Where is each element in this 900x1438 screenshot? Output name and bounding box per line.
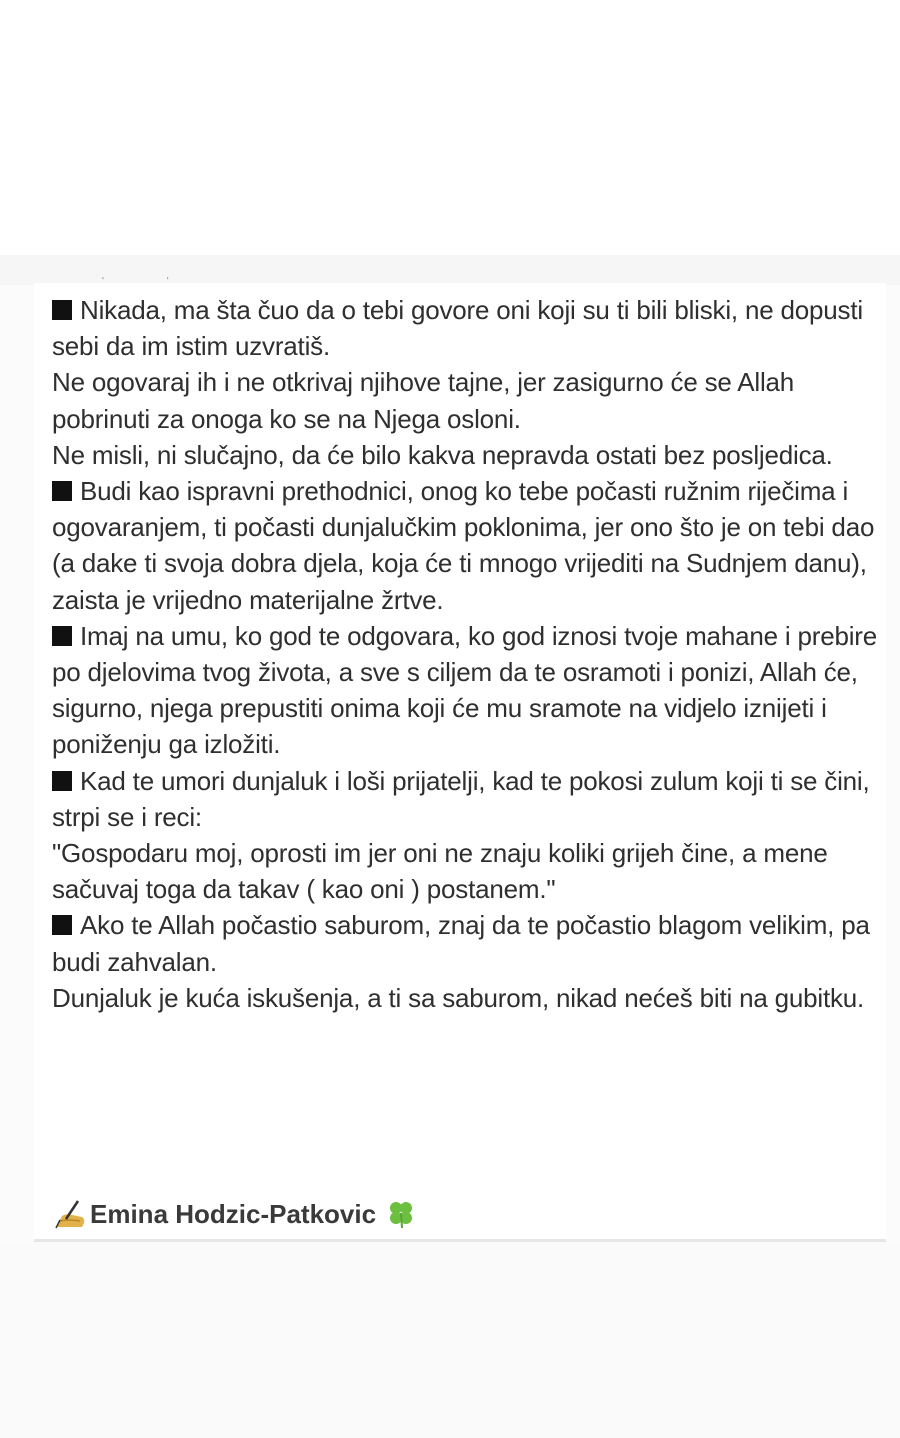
paragraph-9: Dunjaluk je kuća iskušenja, a ti sa saburom, nikad nećeš biti na gubitku. <box>52 982 865 1013</box>
paragraph-4: Budi kao ispravni prethodnici, onog ko tebe počasti ružnim riječima i ogovaranjem, ti počasti dunjalučkim poklonima, jer ono što je on tebi dao (a dake ti svoja dobra djela, koja će ti mnogo vrijediti na Sudnjem danu), zaista je vrijedno materijalne žrtve. <box>52 476 875 615</box>
post-body <box>52 292 882 1016</box>
paragraph-6: Kad te umori dunjaluk i loši prijatelji, kad te pokosi zulum koji ti se čini, strpi se i reci: <box>52 765 870 832</box>
writing-hand-icon <box>52 1199 88 1229</box>
blank-bottom-area <box>0 1242 900 1438</box>
black-square-bullet-icon <box>52 771 72 791</box>
paragraph-1: Nikada, ma šta čuo da o tebi govore oni koji su ti bili bliski, ne dopusti sebi da im istim uzvratiš. <box>52 295 863 362</box>
black-square-bullet-icon <box>52 915 72 935</box>
paragraph-8: Ako te Allah počastio saburom, znaj da te počastio blagom velikim, pa budi zahvalan. <box>52 910 870 977</box>
truncated-text-marks: ' ' <box>102 276 199 287</box>
black-square-bullet-icon <box>52 300 72 320</box>
paragraph-5: Imaj na umu, ko god te odgovara, ko god iznosi tvoje mahane i prebire po djelovima tvog života, a sve s ciljem da te osramoti i ponizi, Allah će, sigurno, njega prepustiti onima koji će mu sramote na vidjelo iznijeti i poniženju ga izložiti. <box>52 620 878 760</box>
paragraph-3: Ne misli, ni slučajno, da će bilo kakva nepravda ostati bez posljedica. <box>52 439 833 470</box>
four-leaf-clover-icon <box>386 1199 416 1229</box>
author-name: Emina Hodzic-Patkovic <box>90 1199 377 1229</box>
paragraph-7-quote: "Gospodaru moj, oprosti im jer oni ne znaju koliki grijeh čine, a mene sačuvaj toga da takav ( kao oni ) postanem." <box>52 838 828 905</box>
signature <box>52 1196 416 1232</box>
black-square-bullet-icon <box>52 481 72 501</box>
paragraph-2: Ne ogovaraj ih i ne otkrivaj njihove tajne, jer zasigurno će se Allah pobrinuti za onoga ko se na Njega osloni. <box>52 367 795 434</box>
black-square-bullet-icon <box>52 626 72 646</box>
blank-top-area <box>0 0 900 255</box>
